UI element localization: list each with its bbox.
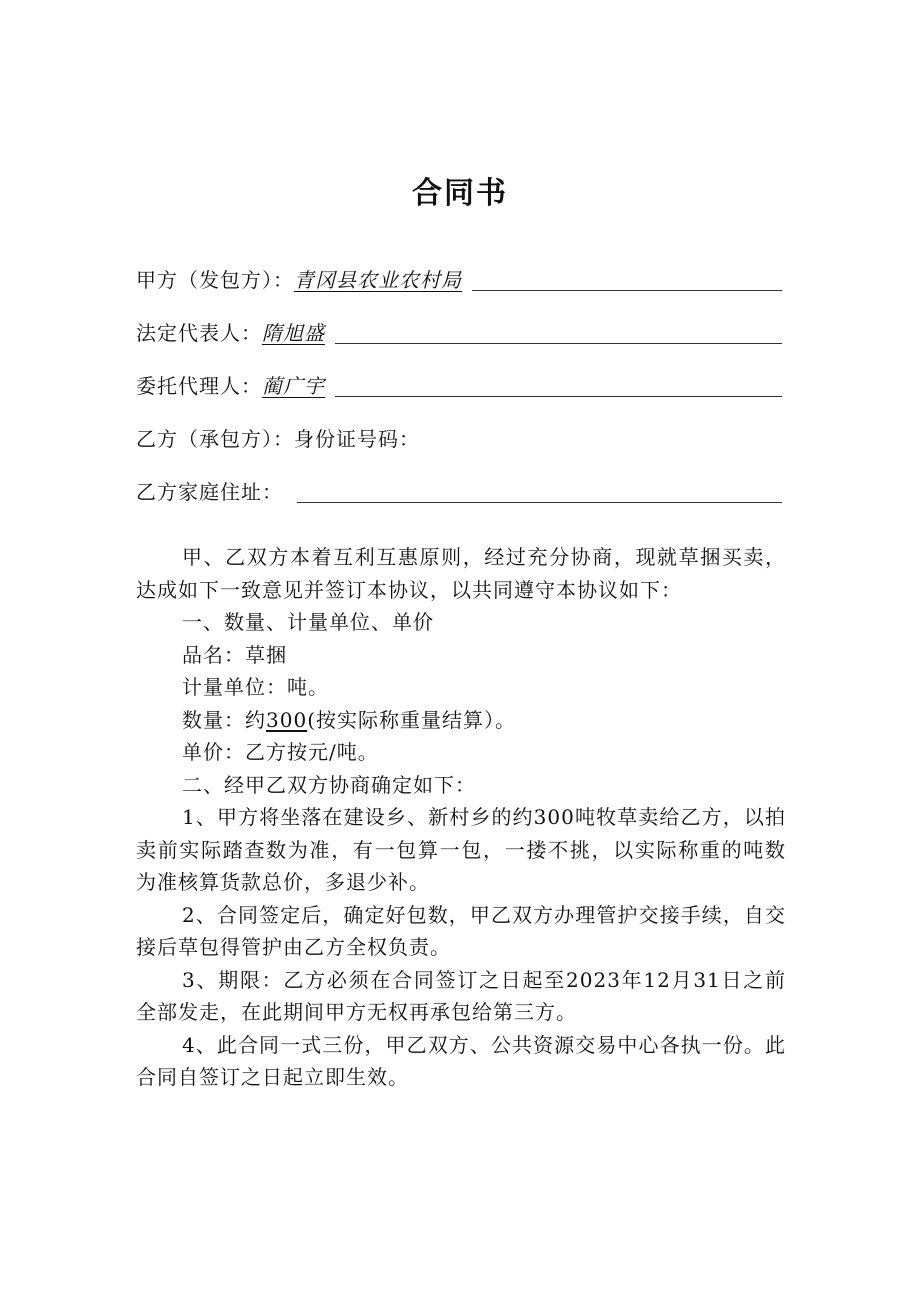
measurement-unit: 计量单位：吨。 (182, 675, 329, 699)
clause-2: 2、合同签定后，确定好包数，甲乙双方办理管护交接手续，自交接后草包得管护由乙方全权负责。 (136, 902, 786, 959)
legal-rep-row (136, 313, 782, 347)
intro-paragraph: 甲、乙双方本着互利互惠原则，经过充分协商，现就草捆买卖，达成如下一致意见并签订本协议，以共同遵守本协议如下： (136, 545, 786, 602)
party-a-row (136, 260, 782, 294)
party-b-address-row (136, 472, 782, 506)
quantity-prefix: 数量：约 (182, 707, 266, 732)
contract-body (136, 541, 786, 1094)
party-b-row (136, 419, 782, 453)
quantity-line (136, 704, 786, 737)
agent-blank-line (335, 396, 782, 397)
legal-rep-value: 隋旭盛 (262, 321, 325, 345)
quantity-suffix: (按实际称重量结算）。 (307, 707, 516, 732)
party-a-value: 青冈县农业农村局 (294, 268, 462, 292)
quantity-value: 300 (266, 707, 308, 732)
clause-1: 1、甲方将坐落在建设乡、新村乡的约300吨牧草卖给乙方，以拍卖前实际踏查数为准，有一包算一包，一搂不挑，以实际称重的吨数为准核算货款总价，多退少补。 (136, 805, 786, 894)
clause-4: 4、此合同一式三份，甲乙双方、公共资源交易中心各执一份。此合同自签订之日起立即生效。 (136, 1032, 786, 1089)
party-a-label: 甲方（发包方）： (136, 268, 294, 292)
document-title: 合同书 (412, 176, 508, 211)
agent-value: 蔺广宇 (262, 374, 325, 398)
legal-rep-label: 法定代表人： (136, 321, 262, 345)
section-1-title: 一、数量、计量单位、单价 (182, 610, 434, 634)
agent-label: 委托代理人： (136, 374, 262, 398)
party-b-address-label: 乙方家庭住址： (136, 480, 283, 504)
party-a-blank-line (472, 290, 782, 291)
agent-row (136, 366, 782, 400)
unit-price: 单价：乙方按元/吨。 (182, 740, 379, 764)
legal-rep-blank-line (335, 343, 782, 344)
party-b-address-blank-line (297, 502, 782, 503)
party-b-label: 乙方（承包方）：身份证号码： (136, 427, 420, 451)
clause-3: 3、期限：乙方必须在合同签订之日起至2023年12月31日之前全部发走，在此期间甲方无权再承包给第三方。 (136, 967, 786, 1024)
product-name: 品名：草捆 (182, 642, 287, 667)
section-2-title: 二、经甲乙双方协商确定如下： (182, 772, 476, 797)
